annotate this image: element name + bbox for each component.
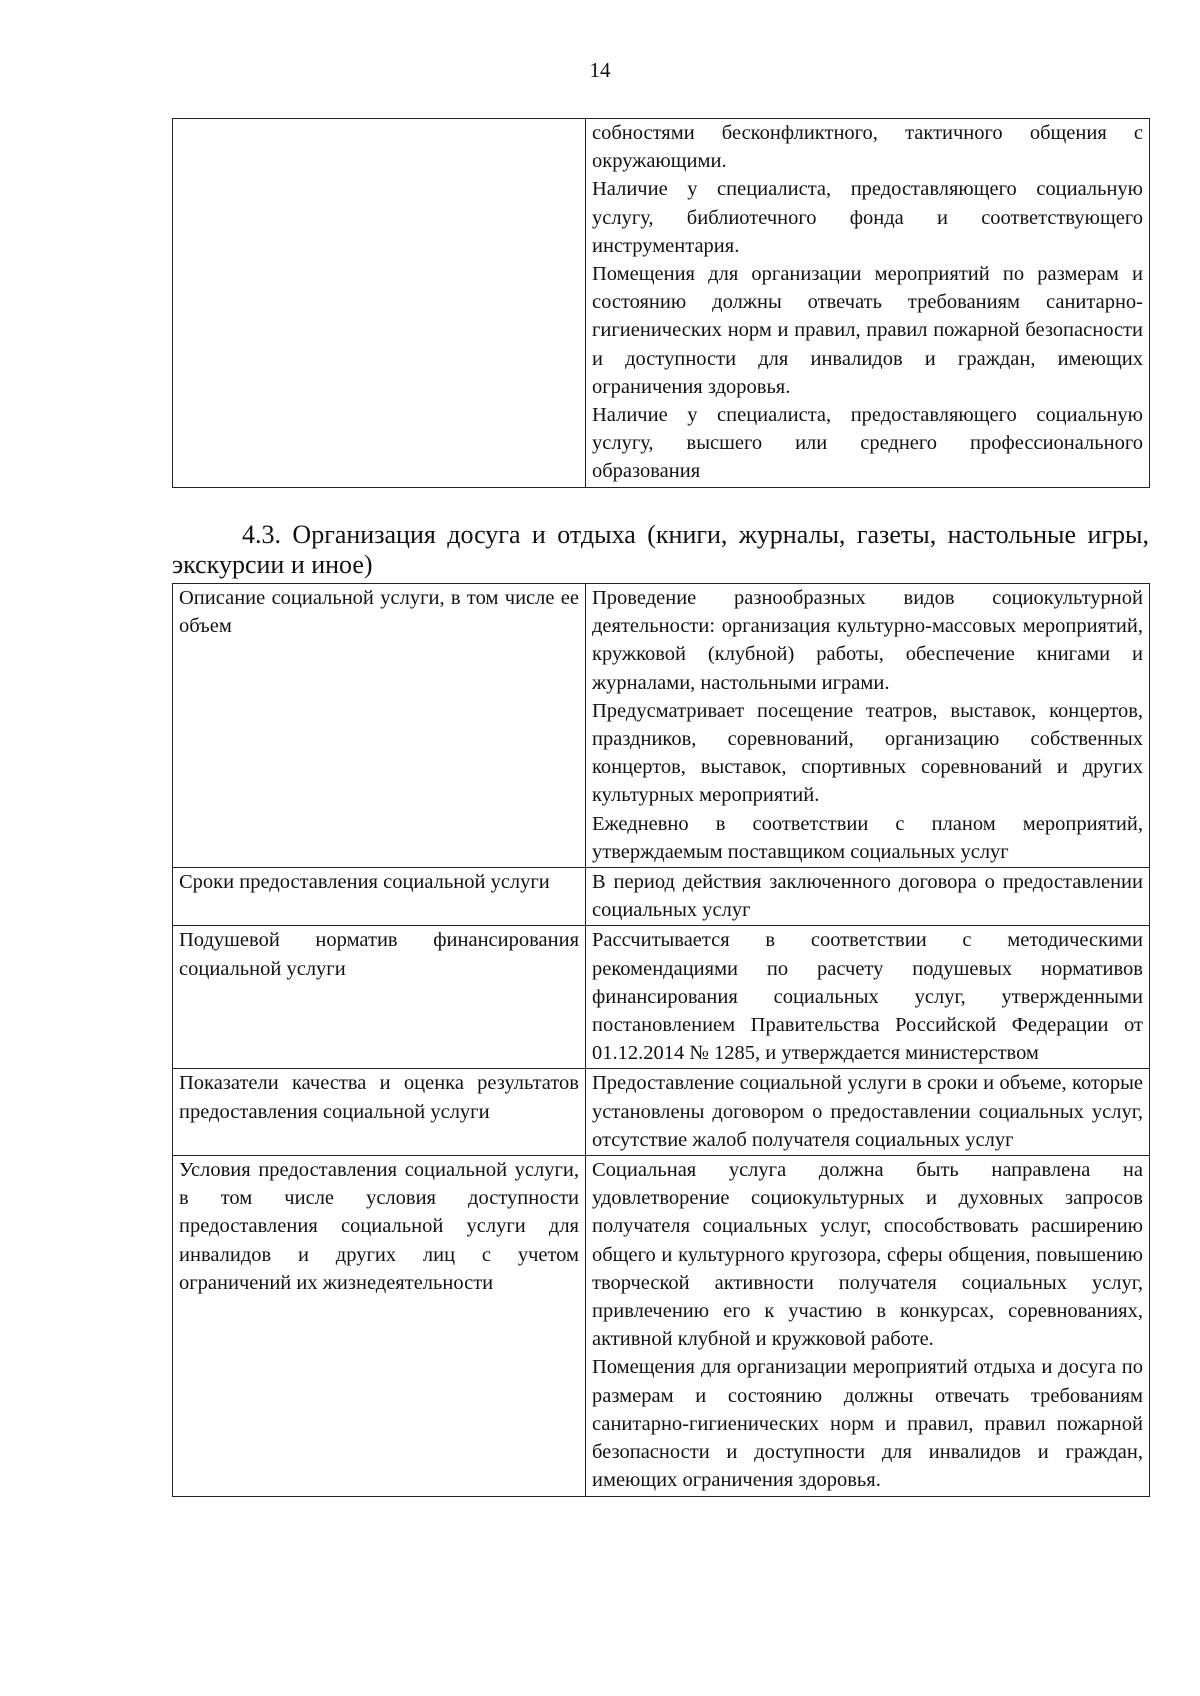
row-content-cell <box>586 926 1150 1069</box>
row-content-cell <box>586 1069 1150 1156</box>
section-heading: 4.3. Организация досуга и отдыха (книги, журналы, газеты, настольные игры, экскурсии и иное) <box>172 520 1149 579</box>
row-content-cell <box>586 119 1150 488</box>
row-label-cell: Условия предоставления социальной услуги, в том числе условия доступности предоставления социальной услуги для инвалидов и других лиц с учетом ограничений их жизнедеятельности <box>173 1156 586 1496</box>
cell-paragraph: Наличие у специалиста, предоставляющего социальную услугу, высшего или среднего профессионального образования <box>592 404 1143 483</box>
row-label-cell: Показатели качества и оценка результатов предоставления социальной услуги <box>173 1069 586 1156</box>
top-table-continuation <box>172 118 1150 488</box>
row-content-cell <box>586 868 1150 926</box>
cell-paragraph: Предоставление социальной услуги в сроки и объеме, которые установлены договором о предоставлении социальных услуг, отсутствие жалоб получателя социальных услуг <box>592 1072 1143 1151</box>
service-description-table <box>172 583 1150 1497</box>
row-label-cell: Описание социальной услуги, в том числе ее объем <box>173 584 586 868</box>
cell-paragraph: Наличие у специалиста, предоставляющего социальную услугу, библиотечного фонда и соответствующего инструментария. <box>592 178 1143 257</box>
table-row <box>173 119 1150 488</box>
row-label-cell: Сроки предоставления социальной услуги <box>173 868 586 926</box>
cell-paragraph: Предусматривает посещение театров, выставок, концертов, праздников, соревнований, организацию собственных концертов, выставок, спортивных соревнований и других культурных мероприятий. <box>592 699 1143 807</box>
table-row <box>173 1156 1150 1496</box>
row-content-cell <box>586 584 1150 868</box>
cell-paragraph: собностями бесконфликтного, тактичного общения с окружающими. <box>592 122 1143 173</box>
row-content-cell <box>586 1156 1150 1496</box>
cell-paragraph: Рассчитывается в соответствии с методическими рекомендациями по расчету подушевых нормативов финансирования социальных услуг, утвержденными постановлением Правительства Российской Федерации от 01.12.2014 № 1285, и утверждается министерством <box>592 929 1143 1065</box>
cell-paragraph: В период действия заключенного договора о предоставлении социальных услуг <box>592 871 1143 922</box>
cell-paragraph: Проведение разнообразных видов социокультурной деятельности: организация культурно-массовых мероприятий, кружковой (клубной) работы, обеспечение книгами и журналами, настольными играми. <box>592 587 1143 694</box>
cell-paragraph: Помещения для организации мероприятий по размерам и состоянию должны отвечать требованиям санитарно-гигиенических норм и правил, правил пожарной безопасности и доступности для инвалидов и граждан, имеющих ограничения здоровья. <box>592 263 1143 398</box>
table-row <box>173 926 1150 1069</box>
row-label-cell: Подушевой норматив финансирования социальной услуги <box>173 926 586 1069</box>
cell-paragraph: Помещения для организации мероприятий отдыха и досуга по размерам и состоянию должны отвечать требованиям санитарно-гигиенических норм и правил, правил пожарной безопасности и доступности для инвалидов и граждан, имеющих ограничения здоровья. <box>592 1356 1143 1492</box>
cell-paragraph: Социальная услуга должна быть направлена на удовлетворение социокультурных и духовных запросов получателя социальных услуг, способствовать расширению общего и культурного кругозора, сферы общения, повышению творческой активности получателя социальных услуг, привлечению его к участию в конкурсах, соревнованиях, активной клубной и кружковой работе. <box>592 1159 1143 1351</box>
page-number: 14 <box>589 58 611 82</box>
row-label-cell <box>173 119 586 488</box>
cell-paragraph: Ежедневно в соответствии с планом мероприятий, утверждаемым поставщиком социальных услуг <box>592 812 1143 863</box>
table-row <box>173 1069 1150 1156</box>
table-row <box>173 868 1150 926</box>
table-row <box>173 584 1150 868</box>
